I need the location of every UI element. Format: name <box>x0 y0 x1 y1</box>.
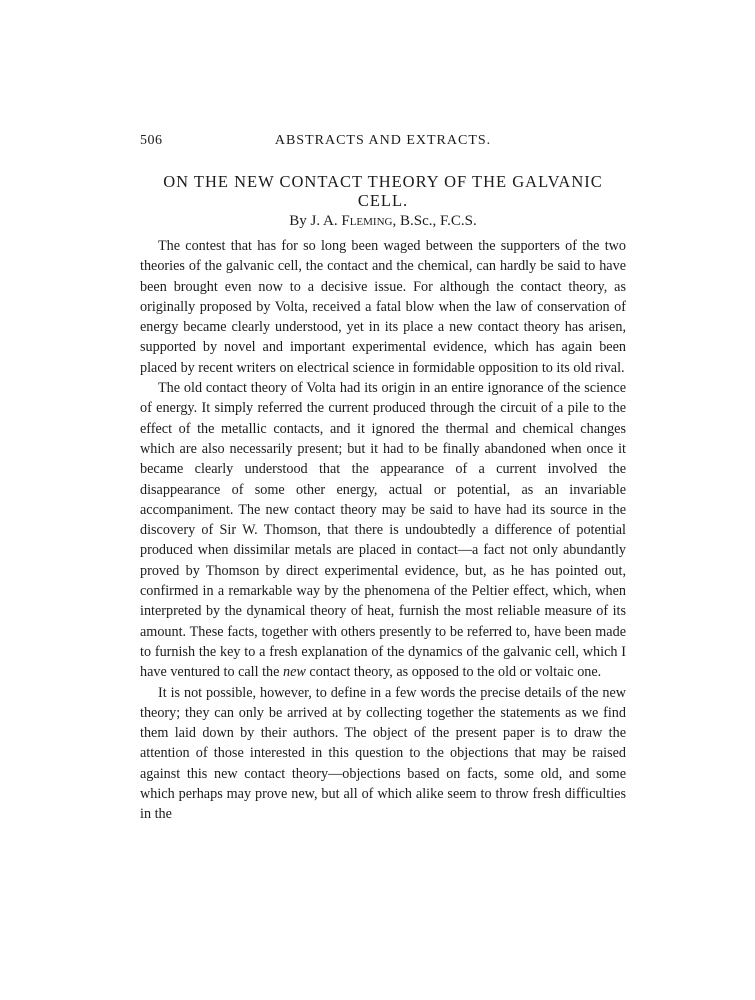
paragraph-text: The old contact theory of Volta had its origin in an entire ignorance of the science of energy. It simply referred the current produced through the circuit of a pile to the effect of the metallic contacts, and it ignored the thermal and chemical changes which are also necessarily present; but it had to be finally abandoned when once it became clearly understood that the appearance of a current involved the disappearance of some other energy, actual or potential, as an invariable accompaniment. The new contact theory may be said to have had its source in the discovery of Sir W. Thomson, that there is undoubtedly a difference of potential produced when dissimilar metals are placed in contact—a fact not only abundantly proved by Thomson by direct experimental evidence, but, as he has pointed out, confirmed in a remarkable way by the phenomena of the Peltier effect, which, when interpreted by the dynamical theory of heat, furnish the most reliable measure of its amount. These facts, together with others presently to be referred to, have been made to furnish the key to a fresh explanation of the dynamics of the galvanic cell, which I have ventured to call the <box>140 380 626 681</box>
paragraph: It is not possible, however, to define in a few words the precise details of the new theory; they can only be arrived at by collecting together the statements as we find them laid down by their authors. The object of the present paper is to draw the attention of those interested in this question to the objections that may be raised against this new contact theory—objections based on facts, some old, and some which perhaps may prove new, but all of which alike seem to throw fresh difficulties in the <box>140 684 626 823</box>
paragraph <box>140 378 626 682</box>
byline-suffix: , B.Sc., F.C.S. <box>392 213 477 229</box>
paragraph-tail: contact theory, as opposed to the old or voltaic one. <box>305 664 602 681</box>
page-number: 506 <box>140 133 163 148</box>
running-head <box>140 133 626 153</box>
article-body <box>140 236 626 825</box>
paragraph: The contest that has for so long been waged between the supporters of the two theories of the galvanic cell, the contact and the chemical, can hardly be said to have been brought even now to a decisive issue. For although the contact theory, as originally proposed by Volta, received a fatal blow when the law of conservation of energy became clearly understood, yet in its place a new contact theory has arisen, supported by novel and important experimental evidence, which has again been placed by recent writers on electrical science in formidable opposition to its old rival. <box>140 238 626 376</box>
article-byline <box>140 213 626 230</box>
byline-prefix: By J. A. <box>289 213 342 229</box>
running-title: ABSTRACTS AND EXTRACTS. <box>274 133 492 148</box>
article-title: ON THE NEW CONTACT THEORY OF THE GALVANIC CELL. <box>163 172 603 210</box>
byline-name: Fleming <box>341 213 393 229</box>
emphasis: new <box>283 664 306 681</box>
